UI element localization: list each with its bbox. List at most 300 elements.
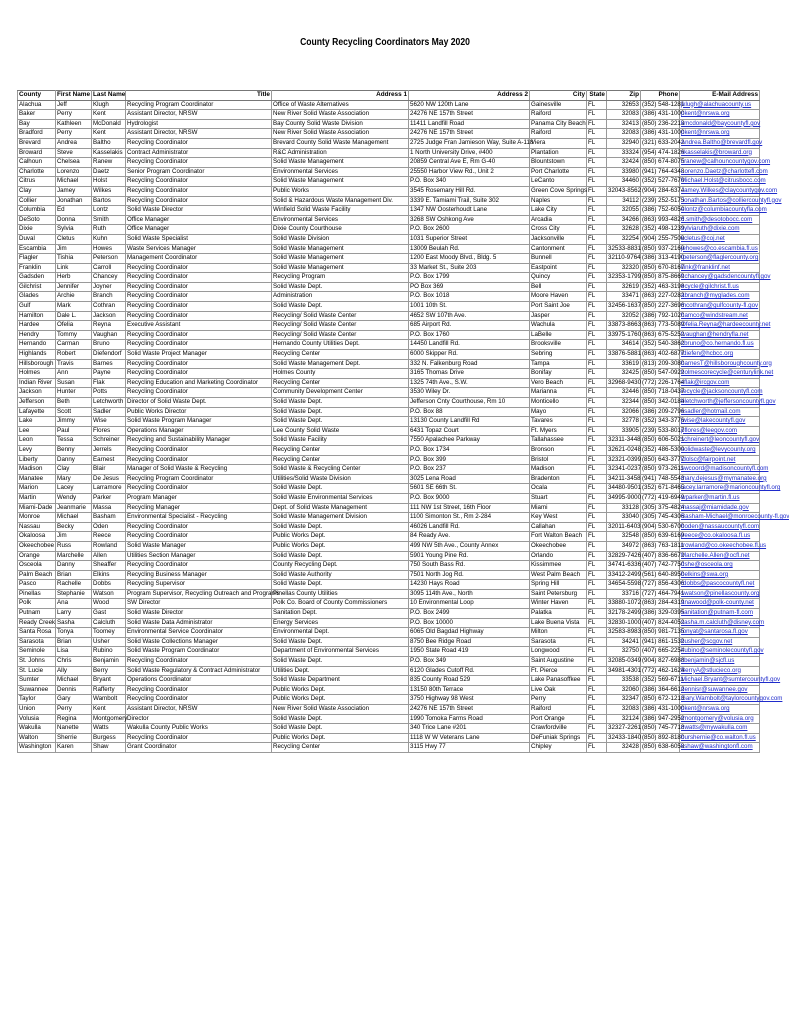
phone-cell: (352) 548-1281 — [641, 100, 680, 110]
first-name-cell: Jonathan — [56, 196, 92, 206]
county-cell: Wakulla — [18, 724, 56, 734]
state-cell: FL — [587, 676, 607, 686]
email-link[interactable]: tvaughan@hendryfla.net — [680, 330, 760, 340]
last-name-cell: Lontz — [92, 206, 126, 216]
zip-cell: 33980 — [607, 167, 641, 177]
address-2-cell: P.O. Box 340 — [409, 177, 530, 187]
title-cell: Utilities Section Manager — [126, 551, 272, 561]
email-link[interactable]: anawood@polk-county.net — [680, 599, 760, 609]
title-cell: Operations Manager — [126, 426, 272, 436]
city-cell: Palatka — [530, 609, 587, 619]
zip-cell: 33716 — [607, 589, 641, 599]
email-link[interactable]: burshernie@co.walton.fl.us — [680, 733, 760, 743]
state-cell: FL — [587, 398, 607, 408]
county-cell: St. Johns — [18, 657, 56, 667]
title-cell: Solid Waste Program Manager — [126, 417, 272, 427]
last-name-cell: Calcluth — [92, 618, 126, 628]
first-name-cell: Clay — [56, 465, 92, 475]
address-2-cell: 1031 Superior Street — [409, 234, 530, 244]
county-cell: Putnam — [18, 609, 56, 619]
email-link[interactable]: Jamey.Wilkes@claycountygov.com — [680, 186, 760, 196]
county-cell: Sarasota — [18, 637, 56, 647]
state-cell: FL — [587, 215, 607, 225]
address-1-cell: Solid Waste Dept. — [272, 657, 409, 667]
email-link[interactable]: elontz@columbiacountyfla.com — [680, 206, 760, 216]
email-link[interactable]: pkent@nrswa.org — [680, 129, 760, 139]
address-1-cell: Solid Waste Dept. — [272, 522, 409, 532]
email-link[interactable]: sanitation@putnam-fl.com — [680, 609, 760, 619]
city-cell: Milton — [530, 628, 587, 638]
phone-cell: (772) 462-1624 — [641, 666, 680, 676]
state-cell: FL — [587, 234, 607, 244]
state-cell: FL — [587, 561, 607, 571]
column-header-last-name: Last Name — [92, 91, 126, 101]
state-cell: FL — [587, 350, 607, 360]
phone-cell: (863) 675-5252 — [641, 330, 680, 340]
email-link[interactable]: holmescorecycle@centurylink.net — [680, 369, 760, 379]
phone-cell: (904) 284-6374 — [641, 186, 680, 196]
email-link[interactable]: Michael.Holst@citrusbocc.com — [680, 177, 760, 187]
state-cell: FL — [587, 186, 607, 196]
zip-cell: 33412-2499 — [607, 570, 641, 580]
state-cell: FL — [587, 657, 607, 667]
first-name-cell: Sylvia — [56, 225, 92, 235]
county-cell: Jackson — [18, 388, 56, 398]
address-2-cell: P.O. Box 88 — [409, 407, 530, 417]
email-link[interactable]: rrowland@co.okeechobee.fl.us — [680, 541, 760, 551]
zip-cell: 32446 — [607, 388, 641, 398]
city-cell: DeFuniak Springs — [530, 733, 587, 743]
first-name-cell: Jeff — [56, 100, 92, 110]
email-link[interactable]: Gary.Wambolt@taylorcountygov.com — [680, 695, 760, 705]
email-link[interactable]: cranew@calhouncountygov.com — [680, 158, 760, 168]
last-name-cell: McDonald — [92, 119, 126, 129]
column-header-zip: Zip — [607, 91, 641, 101]
phone-cell: (352) 540-3862 — [641, 340, 680, 350]
address-1-cell: Public Works — [272, 186, 409, 196]
email-link[interactable]: dshe@osceola.org — [680, 561, 760, 571]
title-cell: Recycling Coordinator — [126, 282, 272, 292]
title-cell: Recycling Coordinator — [126, 186, 272, 196]
email-link[interactable]: dennisr@suwannee.gov — [680, 685, 760, 695]
state-cell: FL — [587, 407, 607, 417]
phone-cell: (850) 672-1213 — [641, 695, 680, 705]
state-cell: FL — [587, 138, 607, 148]
zip-cell: 32327-2261 — [607, 724, 641, 734]
phone-cell: (386) 364-6612 — [641, 685, 680, 695]
first-name-cell: Karen — [56, 743, 92, 753]
zip-cell: 32178-2499 — [607, 609, 641, 619]
city-cell: Callahan — [530, 522, 587, 532]
address-2-cell: 3530 Wiley Dr. — [409, 388, 530, 398]
email-link[interactable]: rdiefen@hcbcc.org — [680, 350, 760, 360]
county-cell: Alachua — [18, 100, 56, 110]
zip-cell: 34460 — [607, 177, 641, 187]
email-link[interactable]: Ofelia.Reyna@hardeecounty.net — [680, 321, 760, 331]
email-link[interactable]: Jonathan.Bartos@colliercountyfl.gov — [680, 196, 760, 206]
last-name-cell: Peterson — [92, 254, 126, 264]
table-row — [18, 417, 760, 427]
last-name-cell: Potts — [92, 388, 126, 398]
email-link[interactable]: sasha.m.calcluth@disney.com — [680, 618, 760, 628]
title-cell: Recycling Coordinator — [126, 177, 272, 187]
table-row — [18, 589, 760, 599]
email-link[interactable]: boden@nassaucountyfl.com — [680, 522, 760, 532]
zip-cell: 32347 — [607, 695, 641, 705]
address-1-cell: Dept. of Solid Waste Management — [272, 503, 409, 513]
title-cell: Director of Solid Waste Dept. — [126, 398, 272, 408]
email-link[interactable]: mary.dejesus@mymanatee.org — [680, 474, 760, 484]
email-link[interactable]: schreinert@leoncountyfl.gov — [680, 436, 760, 446]
last-name-cell: Bartos — [92, 196, 126, 206]
zip-cell: 32456-1637 — [607, 302, 641, 312]
email-link[interactable]: swatson@pinellascounty.org — [680, 589, 760, 599]
city-cell: Jacksonville — [530, 234, 587, 244]
email-link[interactable]: mcothran@gulfcounty-fl.gov — [680, 302, 760, 312]
zip-cell: 33619 — [607, 359, 641, 369]
state-cell: FL — [587, 330, 607, 340]
last-name-cell: Kent — [92, 110, 126, 120]
table-row — [18, 282, 760, 292]
phone-cell: (850) 639-6169 — [641, 532, 680, 542]
zip-cell: 34614 — [607, 340, 641, 350]
phone-cell: (904) 827-6988 — [641, 657, 680, 667]
title-cell: Executive Assistant — [126, 321, 272, 331]
city-cell: Tavares — [530, 417, 587, 427]
state-cell: FL — [587, 513, 607, 523]
city-cell: Plantation — [530, 148, 587, 158]
county-cell: Charlotte — [18, 167, 56, 177]
city-cell: Green Cove Springs — [530, 186, 587, 196]
address-2-cell: 10 Environmental Loop — [409, 599, 530, 609]
table-row — [18, 484, 760, 494]
first-name-cell: Travis — [56, 359, 92, 369]
county-cell: Polk — [18, 599, 56, 609]
column-header-phone: Phone — [641, 91, 680, 101]
first-name-cell: Wendy — [56, 493, 92, 503]
zip-cell: 32829-7426 — [607, 551, 641, 561]
table-row — [18, 513, 760, 523]
last-name-cell: Rubino — [92, 647, 126, 657]
address-1-cell: Lee County Solid Waste — [272, 426, 409, 436]
address-1-cell: Solid Waste Dept. — [272, 551, 409, 561]
email-link[interactable]: tonyat@santarosa.fl.gov — [680, 628, 760, 638]
last-name-cell: Rafferty — [92, 685, 126, 695]
city-cell: Quincy — [530, 273, 587, 283]
county-cell: Pinellas — [18, 589, 56, 599]
state-cell: FL — [587, 493, 607, 503]
first-name-cell: Tonya — [56, 628, 92, 638]
email-link[interactable]: tpeterson@flaglercounty.org — [680, 254, 760, 264]
city-cell: Raiford — [530, 129, 587, 139]
last-name-cell: Basham — [92, 513, 126, 523]
address-2-cell: P.O. Box 2499 — [409, 609, 530, 619]
email-link[interactable]: cbruno@co.hernando.fl.us — [680, 340, 760, 350]
table-row — [18, 129, 760, 139]
first-name-cell: Michael — [56, 676, 92, 686]
zip-cell: 32750 — [607, 647, 641, 657]
address-2-cell: 3095 114th Ave., North — [409, 589, 530, 599]
zip-cell: 33471 — [607, 292, 641, 302]
zip-cell: 32548 — [607, 532, 641, 542]
address-1-cell: Environmental Services — [272, 215, 409, 225]
phone-cell: (904) 255-7500 — [641, 234, 680, 244]
first-name-cell: Dennis — [56, 685, 92, 695]
title-cell: Solid Waste Manager — [126, 541, 272, 551]
phone-cell: (561) 640-8950 — [641, 570, 680, 580]
first-name-cell: Jim — [56, 244, 92, 254]
email-link[interactable]: swcoord@madisoncountyfl.com — [680, 465, 760, 475]
email-link[interactable]: jehowes@co.escambia.fl.us — [680, 244, 760, 254]
county-cell: Seminole — [18, 647, 56, 657]
state-cell: FL — [587, 599, 607, 609]
title-cell: Solid Waste Collections Manager — [126, 637, 272, 647]
table-row — [18, 714, 760, 724]
email-link[interactable]: pkent@nrswa.org — [680, 705, 760, 715]
email-link[interactable]: pflores@leegov.com — [680, 426, 760, 436]
first-name-cell: Perry — [56, 705, 92, 715]
email-link[interactable]: Andrea.Baltho@brevardfl.gov — [680, 138, 760, 148]
county-cell: Gulf — [18, 302, 56, 312]
email-link[interactable]: sflak@ircgov.com — [680, 378, 760, 388]
first-name-cell: Michael — [56, 513, 92, 523]
county-cell: Nassau — [18, 522, 56, 532]
address-2-cell: 1990 Tomoka Farms Road — [409, 714, 530, 724]
title-cell: Assistant Director, NRSW — [126, 129, 272, 139]
zip-cell: 32110-9764 — [607, 254, 641, 264]
address-1-cell: Public Works Dept. — [272, 685, 409, 695]
email-link[interactable]: Basham-Michael@monroecounty-fl.gov — [680, 513, 760, 523]
email-link[interactable]: ssadler@hotmail.com — [680, 407, 760, 417]
last-name-cell: Joyner — [92, 282, 126, 292]
table-row — [18, 618, 760, 628]
address-2-cell: 750 South Bass Rd. — [409, 561, 530, 571]
zip-cell: 32011-6403 — [607, 522, 641, 532]
last-name-cell: Howes — [92, 244, 126, 254]
email-link[interactable]: ldolsc@fairpoint.net — [680, 455, 760, 465]
title-cell: Recycling Coordinator — [126, 158, 272, 168]
first-name-cell: Jimmy — [56, 417, 92, 427]
email-link[interactable]: Lorenzo.Daetz@charlottefl.com — [680, 167, 760, 177]
county-cell: Washington — [18, 743, 56, 753]
county-cell: Escambia — [18, 244, 56, 254]
email-link[interactable]: bletchworth@jeffersoncountyfl.gov — [680, 398, 760, 408]
county-cell: Marion — [18, 484, 56, 494]
state-cell: FL — [587, 618, 607, 628]
city-cell: Tampa — [530, 359, 587, 369]
zip-cell: 34241 — [607, 637, 641, 647]
zip-cell: 32353-1799 — [607, 273, 641, 283]
email-link[interactable]: wparker@martin.fl.us — [680, 493, 760, 503]
phone-cell: (727) 856-4306 — [641, 580, 680, 590]
last-name-cell: Massa — [92, 503, 126, 513]
email-link[interactable]: rdobbs@pascocountyfl.net — [680, 580, 760, 590]
city-cell: Viera — [530, 138, 587, 148]
last-name-cell: Parker — [92, 493, 126, 503]
last-name-cell: Shaw — [92, 743, 126, 753]
title-cell: Recycling Coordinator — [126, 196, 272, 206]
address-2-cell: 5601 SE 66th St. — [409, 484, 530, 494]
title-cell: Recycling Coordinator — [126, 330, 272, 340]
state-cell: FL — [587, 484, 607, 494]
email-link[interactable]: BerryA@stlucieco.org — [680, 666, 760, 676]
address-1-cell: Holmes County — [272, 369, 409, 379]
county-cell: Monroe — [18, 513, 56, 523]
email-link[interactable]: busher@scgov.net — [680, 637, 760, 647]
address-1-cell: Office of Waste Alternatives — [272, 100, 409, 110]
email-link[interactable]: d.smith@desotobocc.com — [680, 215, 760, 225]
city-cell: Ocala — [530, 484, 587, 494]
address-1-cell: Recycling/ Solid Waste Center — [272, 311, 409, 321]
table-row — [18, 503, 760, 513]
last-name-cell: Carroll — [92, 263, 126, 273]
state-cell: FL — [587, 244, 607, 254]
county-cell: Pasco — [18, 580, 56, 590]
email-link[interactable]: sylviaruth@dixie.com — [680, 225, 760, 235]
phone-cell: (850) 236-2213 — [641, 119, 680, 129]
city-cell: Cross City — [530, 225, 587, 235]
first-name-cell: Danny — [56, 561, 92, 571]
address-1-cell: Hernando County Utilities Dept. — [272, 340, 409, 350]
address-1-cell: Solid Waste Management — [272, 244, 409, 254]
table-row — [18, 119, 760, 129]
county-cell: Calhoun — [18, 158, 56, 168]
address-2-cell: 13130 County Landfill Rd — [409, 417, 530, 427]
title-cell: Manager of Solid Waste & Recycling — [126, 465, 272, 475]
email-link[interactable]: pkent@nrswa.org — [680, 110, 760, 120]
table-row — [18, 398, 760, 408]
address-2-cell: 8750 Bee Ridge Road — [409, 637, 530, 647]
last-name-cell: Ruth — [92, 225, 126, 235]
last-name-cell: Rowland — [92, 541, 126, 551]
zip-cell: 32619 — [607, 282, 641, 292]
email-link[interactable]: massaj@miamidade.gov — [680, 503, 760, 513]
last-name-cell: Jerrels — [92, 445, 126, 455]
city-cell: Cantonment — [530, 244, 587, 254]
zip-cell: 34981-4301 — [607, 666, 641, 676]
address-1-cell: Public Works Dept. — [272, 541, 409, 551]
state-cell: FL — [587, 733, 607, 743]
email-link[interactable]: hchancey@gadsdencountyfl.gov — [680, 273, 760, 283]
last-name-cell: Berry — [92, 666, 126, 676]
email-link[interactable]: lacey.larramore@marioncountyfl.org — [680, 484, 760, 494]
table-row — [18, 666, 760, 676]
county-cell: Holmes — [18, 369, 56, 379]
table-row — [18, 148, 760, 158]
title-cell: Hydrologist — [126, 119, 272, 129]
title-cell: Recycling Coordinator — [126, 445, 272, 455]
phone-cell: (850) 981-7135 — [641, 628, 680, 638]
first-name-cell: Jennifer — [56, 282, 92, 292]
first-name-cell: Herb — [56, 273, 92, 283]
email-link[interactable]: kshaw@washingtonfl.com — [680, 743, 760, 753]
phone-cell: (321) 633-2042 — [641, 138, 680, 148]
table-row — [18, 350, 760, 360]
city-cell: Spring Hill — [530, 580, 587, 590]
zip-cell: 34654-5598 — [607, 580, 641, 590]
first-name-cell: Sherrie — [56, 733, 92, 743]
email-link[interactable]: solidwaste@levycounty.org — [680, 445, 760, 455]
email-link[interactable]: kmcdonald@baycountyfl.gov — [680, 119, 760, 129]
email-link[interactable]: Michael.Bryant@sumtercountyfl.gov — [680, 676, 760, 686]
first-name-cell: Ally — [56, 666, 92, 676]
phone-cell: (352) 463-3198 — [641, 282, 680, 292]
last-name-cell: Flores — [92, 426, 126, 436]
address-2-cell: 4652 SW 107th Ave. — [409, 311, 530, 321]
email-link[interactable]: jwise@lakecountyfl.gov — [680, 417, 760, 427]
phone-cell: (863) 284-4319 — [641, 599, 680, 609]
table-row — [18, 445, 760, 455]
zip-cell: 32583-8983 — [607, 628, 641, 638]
title-cell: Office Manager — [126, 215, 272, 225]
state-cell: FL — [587, 465, 607, 475]
first-name-cell: Tessa — [56, 436, 92, 446]
email-link[interactable]: rmontgomery@volusia.org — [680, 714, 760, 724]
zip-cell: 32830-1000 — [607, 618, 641, 628]
title-cell: Solid Waste Director — [126, 609, 272, 619]
address-2-cell: 1325 74th Ave., S.W. — [409, 378, 530, 388]
county-cell: Hardee — [18, 321, 56, 331]
state-cell: FL — [587, 263, 607, 273]
email-link[interactable]: jreece@co.okaloosa.fl.us — [680, 532, 760, 542]
column-header-county: County — [18, 91, 56, 101]
email-link[interactable]: ecycle@gilchrist.fl.us — [680, 282, 760, 292]
city-cell: Ft. Myers — [530, 426, 587, 436]
state-cell: FL — [587, 100, 607, 110]
table-row — [18, 206, 760, 216]
email-link[interactable]: recycle@jacksoncountyfl.com — [680, 388, 760, 398]
email-link[interactable]: barnesT@hillsboroughcounty.org — [680, 359, 760, 369]
last-name-cell: Montgomery — [92, 714, 126, 724]
email-link[interactable]: lrubino@seminolecountyfl.gov — [680, 647, 760, 657]
phone-cell: (850) 718-0437 — [641, 388, 680, 398]
email-link[interactable]: skasselakis@broward.org — [680, 148, 760, 158]
email-link[interactable]: nwatts@mywakulla.com — [680, 724, 760, 734]
address-2-cell: 25550 Harbor View Rd., Unit 2 — [409, 167, 530, 177]
phone-cell: (352) 498-1239 — [641, 225, 680, 235]
email-link[interactable]: cbenjamin@sjcfl.us — [680, 657, 760, 667]
address-1-cell: Recycling Center — [272, 350, 409, 360]
state-cell: FL — [587, 426, 607, 436]
address-2-cell: P.O. Box 10000 — [409, 618, 530, 628]
zip-cell: 32968-9430 — [607, 378, 641, 388]
zip-cell: 32052 — [607, 311, 641, 321]
email-link[interactable]: Marchelle.Allen@ocfl.net — [680, 551, 760, 561]
zip-cell: 32940 — [607, 138, 641, 148]
zip-cell: 32085-0349 — [607, 657, 641, 667]
city-cell: Live Oak — [530, 685, 587, 695]
county-cell: Dixie — [18, 225, 56, 235]
address-2-cell: 6000 Skipper Rd. — [409, 350, 530, 360]
county-cell: Duval — [18, 234, 56, 244]
table-row — [18, 388, 760, 398]
zip-cell: 32311-3448 — [607, 436, 641, 446]
city-cell: LeCanto — [530, 177, 587, 187]
city-cell: Longwood — [530, 647, 587, 657]
email-link[interactable]: belkins@swa.org — [680, 570, 760, 580]
email-link[interactable]: jklugh@alachuacounty.us — [680, 100, 760, 110]
first-name-cell: Tishia — [56, 254, 92, 264]
email-link[interactable]: kcletus@coj.net — [680, 234, 760, 244]
email-link[interactable]: llink@franklinf.net — [680, 263, 760, 273]
email-link[interactable]: hamco@windstream.net — [680, 311, 760, 321]
address-1-cell: Utilities Dept. — [272, 666, 409, 676]
title-cell: Solid Waste Program Coordinator — [126, 647, 272, 657]
address-2-cell: 1001 10th St. — [409, 302, 530, 312]
email-link[interactable]: abranch@myglades.com — [680, 292, 760, 302]
address-2-cell: 20859 Central Ave E, Rm G-40 — [409, 158, 530, 168]
first-name-cell: Ofelia — [56, 321, 92, 331]
